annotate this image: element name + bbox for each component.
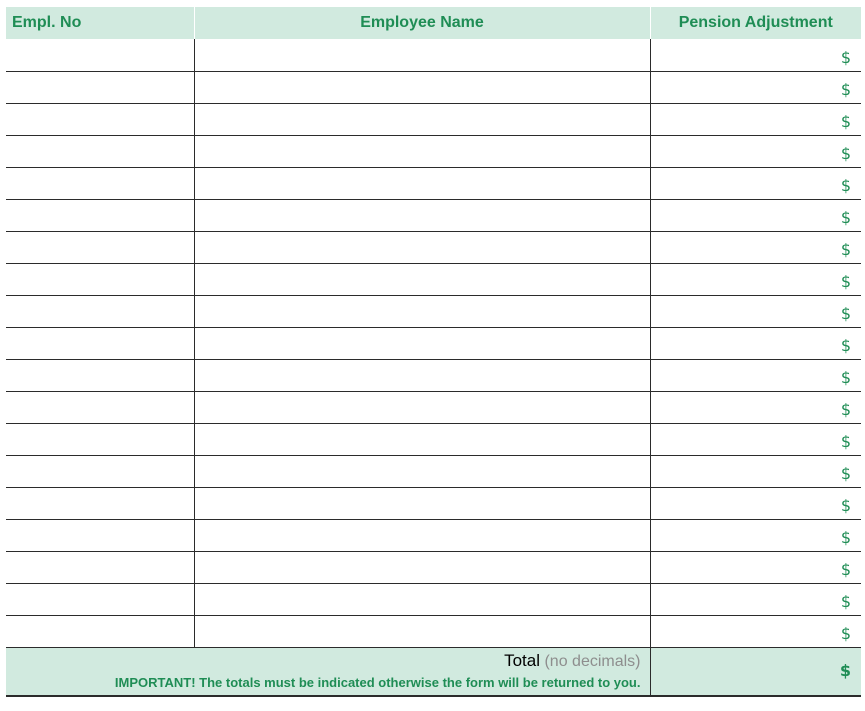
- table-row: [6, 391, 861, 423]
- dollar-sign: $: [840, 335, 851, 355]
- pension-adjustment-field[interactable]: [650, 39, 861, 71]
- employee-name-field[interactable]: [194, 167, 650, 199]
- total-label-cell: [6, 647, 650, 696]
- table-row: [6, 455, 861, 487]
- employee-name-field[interactable]: [194, 135, 650, 167]
- empl-no-field[interactable]: [6, 423, 194, 455]
- pension-table: [6, 7, 861, 697]
- table-row: [6, 359, 861, 391]
- employee-name-field[interactable]: [194, 295, 650, 327]
- table-body: [6, 39, 861, 647]
- employee-name-field[interactable]: [194, 615, 650, 647]
- pension-adjustment-field[interactable]: [650, 519, 861, 551]
- pension-adjustment-field[interactable]: [650, 551, 861, 583]
- dollar-sign: $: [840, 431, 851, 451]
- dollar-sign: $: [840, 207, 851, 227]
- header-row: [6, 7, 861, 39]
- pension-adjustment-field[interactable]: [650, 263, 861, 295]
- dollar-sign: $: [840, 367, 851, 387]
- dollar-sign: $: [840, 495, 851, 515]
- employee-name-field[interactable]: [194, 71, 650, 103]
- employee-name-field[interactable]: [194, 263, 650, 295]
- pension-adjustment-field[interactable]: [650, 455, 861, 487]
- table-row: [6, 423, 861, 455]
- table-row: [6, 103, 861, 135]
- dollar-sign: $: [840, 591, 851, 611]
- employee-name-field[interactable]: [194, 231, 650, 263]
- pension-adjustment-field[interactable]: [650, 231, 861, 263]
- pension-adjustment-field[interactable]: [650, 423, 861, 455]
- table-row: [6, 583, 861, 615]
- pension-adjustment-field[interactable]: [650, 391, 861, 423]
- empl-no-field[interactable]: [6, 327, 194, 359]
- employee-name-field[interactable]: [194, 551, 650, 583]
- dollar-sign: $: [840, 559, 851, 579]
- employee-name-field[interactable]: [194, 359, 650, 391]
- pension-adjustment-field[interactable]: [650, 71, 861, 103]
- employee-name-field[interactable]: [194, 199, 650, 231]
- employee-name-field[interactable]: [194, 391, 650, 423]
- employee-name-field[interactable]: [194, 583, 650, 615]
- table-row: [6, 71, 861, 103]
- table-row: [6, 167, 861, 199]
- employee-name-field[interactable]: [194, 519, 650, 551]
- employee-name-field[interactable]: [194, 487, 650, 519]
- table-row: [6, 39, 861, 71]
- empl-no-field[interactable]: [6, 359, 194, 391]
- pension-adjustment-field[interactable]: [650, 295, 861, 327]
- dollar-sign: $: [840, 239, 851, 259]
- total-note: (no decimals): [544, 652, 641, 670]
- pension-adjustment-field[interactable]: [650, 103, 861, 135]
- pension-adjustment-field[interactable]: [650, 359, 861, 391]
- empl-no-field[interactable]: [6, 71, 194, 103]
- employee-name-field[interactable]: [194, 103, 650, 135]
- header-pension-adjustment: Pension Adjustment: [650, 7, 861, 39]
- empl-no-field[interactable]: [6, 263, 194, 295]
- header-empl-no: Empl. No: [6, 7, 194, 39]
- table-row: [6, 135, 861, 167]
- empl-no-field[interactable]: [6, 231, 194, 263]
- table-row: [6, 295, 861, 327]
- table-row: [6, 199, 861, 231]
- empl-no-field[interactable]: [6, 519, 194, 551]
- table-row: [6, 615, 861, 647]
- total-row: [6, 647, 861, 696]
- pension-adjustment-field[interactable]: [650, 583, 861, 615]
- employee-name-field[interactable]: [194, 327, 650, 359]
- pension-adjustment-field[interactable]: [650, 615, 861, 647]
- empl-no-field[interactable]: [6, 455, 194, 487]
- empl-no-field[interactable]: [6, 391, 194, 423]
- table-row: [6, 231, 861, 263]
- table-row: [6, 519, 861, 551]
- empl-no-field[interactable]: [6, 487, 194, 519]
- table-row: [6, 263, 861, 295]
- table-row: [6, 327, 861, 359]
- dollar-sign: $: [840, 143, 851, 163]
- employee-name-field[interactable]: [194, 423, 650, 455]
- empl-no-field[interactable]: [6, 135, 194, 167]
- dollar-sign: $: [840, 79, 851, 99]
- pension-adjustment-field[interactable]: [650, 487, 861, 519]
- employee-name-field[interactable]: [194, 455, 650, 487]
- empl-no-field[interactable]: [6, 167, 194, 199]
- empl-no-field[interactable]: [6, 295, 194, 327]
- header-employee-name: Employee Name: [194, 7, 650, 39]
- pension-adjustment-field[interactable]: [650, 199, 861, 231]
- employee-name-field[interactable]: [194, 39, 650, 71]
- dollar-sign: $: [840, 271, 851, 291]
- dollar-sign: $: [840, 399, 851, 419]
- dollar-sign: $: [840, 111, 851, 131]
- empl-no-field[interactable]: [6, 615, 194, 647]
- total-dollar-sign: $: [839, 661, 851, 680]
- table-row: [6, 487, 861, 519]
- dollar-sign: $: [840, 623, 851, 643]
- dollar-sign: $: [840, 175, 851, 195]
- empl-no-field[interactable]: [6, 551, 194, 583]
- dollar-sign: $: [840, 303, 851, 323]
- total-label: Total: [504, 650, 541, 670]
- pension-adjustment-field[interactable]: [650, 135, 861, 167]
- important-notice: IMPORTANT! The totals must be indicated otherwise the form will be returned to you.: [114, 674, 641, 690]
- dollar-sign: $: [840, 463, 851, 483]
- total-pension-adjustment-field[interactable]: [650, 647, 861, 696]
- pension-adjustment-field[interactable]: [650, 167, 861, 199]
- pension-adjustment-form: [6, 7, 861, 709]
- total-line: [6, 650, 641, 673]
- dollar-sign: $: [840, 47, 851, 67]
- dollar-sign: $: [840, 527, 851, 547]
- table-row: [6, 551, 861, 583]
- empl-no-field[interactable]: [6, 583, 194, 615]
- empl-no-field[interactable]: [6, 39, 194, 71]
- empl-no-field[interactable]: [6, 103, 194, 135]
- pension-adjustment-field[interactable]: [650, 327, 861, 359]
- empl-no-field[interactable]: [6, 199, 194, 231]
